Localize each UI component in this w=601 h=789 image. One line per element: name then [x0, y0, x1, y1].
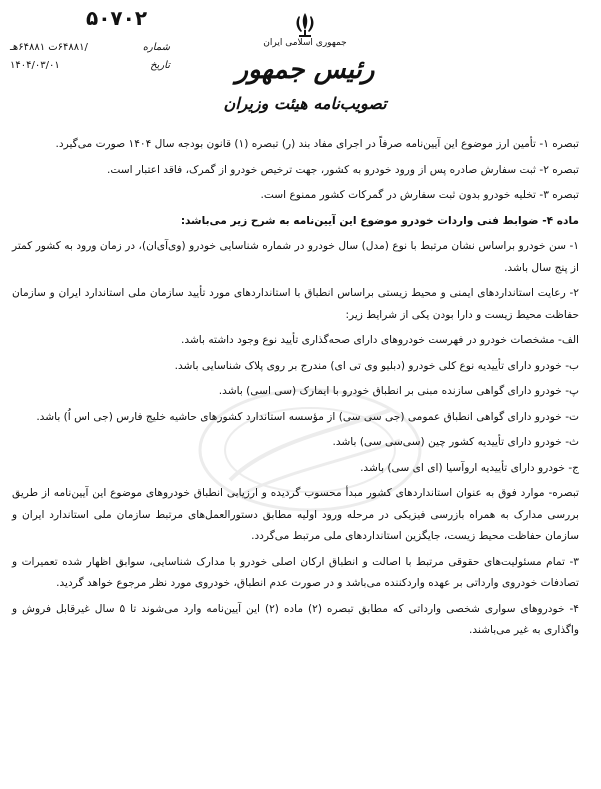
paragraph: ۴- خودروهای سواری شخصی وارداتی که مطابق تبصره (۲) ماده (۲) این آیین‌نامه وارد می‌شوند تا ۵ سال غیرقابل فروش و واگذاری به غیر می‌باشند.	[12, 602, 579, 636]
paragraph: ۲- رعایت استانداردهای ایمنی و محیط زیستی براساس انطباق با استانداردهای مورد تأیید سازمان ملی استاندارد ایران و سازمان حفاظت محیط زیست و دارا بودن یکی از شرایط زیر:	[12, 287, 579, 321]
document-meta	[10, 38, 170, 74]
paragraph: پ- خودرو دارای گواهی سازنده مبنی بر انطباق خودرو با ایمارک (سی اسی) باشد.	[218, 385, 579, 397]
paragraph: ماده ۴- ضوابط فنی واردات خودرو موضوع این آیین‌نامه به شرح زیر می‌باشد:	[180, 214, 579, 227]
decree-body	[12, 134, 579, 646]
number-value: /۶۴۸۸۱ت ۶۴۸۸۱هـ	[10, 41, 88, 53]
paragraph: الف- مشخصات خودرو در فهرست خودروهای دارای صحه‌گذاری تأیید نوع وجود داشته باشد.	[180, 334, 579, 346]
paragraph: تبصره ۲- ثبت سفارش صادره پس از ورود خودرو به کشور، جهت ترخیص خودرو از گمرک، فاقد اعتبار است.	[106, 163, 579, 176]
paragraph: ۳- تمام مسئولیت‌های حقوقی مرتبط با اصالت و انطباق ارکان اصلی خودرو با مدارک شناسایی، سوابق اظهار شده تعمیرات و تصادفات خودروی وارداتی بر عهده واردکننده می‌باشد و در صورت عدم انطباق، خودروی مورد نظر مرجوع خواهد گردید.	[12, 555, 579, 589]
number-label: شماره	[142, 41, 170, 53]
paragraph: ت- خودرو دارای گواهی انطباق عمومی (جی سی سی) از مؤسسه استاندارد کشورهای حاشیه خلیج فارس (جی اس اُ) باشد.	[36, 410, 579, 423]
paragraph: تبصره- موارد فوق به عنوان استانداردهای کشور مبدأ محسوب گردیده و ارزیابی انطباق خودروهای موضوع این آیین‌نامه از طریق بررسی مدارک به همراه بازرسی فیزیکی در مرحله ورود اولیه مطابق دستورالعمل‌های مرتبط سازمان ملی استاندارد ایران و سازمان حفاظت محیط زیست، جایگزین استانداردهای ملی مرتبط می‌گردد.	[12, 487, 579, 542]
number-row	[10, 38, 170, 56]
paragraph: ث- خودرو دارای تأییدیه کشور چین (سی‌سی سی) باشد.	[332, 436, 579, 448]
emblem-icon	[290, 10, 320, 40]
date-value: ۱۴۰۴/۰۳/۰۱	[10, 59, 60, 71]
date-row	[10, 56, 170, 74]
paragraph: ج- خودرو دارای تأییدیه اروآسیا (ای ای سی) باشد.	[360, 461, 579, 474]
document-number: ۵۰۷۰۲	[86, 6, 148, 30]
date-label: تاریخ	[150, 59, 170, 71]
president-title: رئیس جمهور	[235, 55, 375, 85]
approval-title: تصویب‌نامه هیئت وزیران	[223, 94, 387, 113]
republic-title: جمهوری اسلامی ایران	[263, 38, 347, 48]
paragraph: ۱- سن خودرو براساس نشان مرتبط با نوع (مدل) سال خودرو در شماره شناسایی خودرو (وی‌آی‌ان)، در زمان ورود به کشور کمتر از پنج سال باشد.	[12, 240, 579, 274]
paragraph: تبصره ۳- تخلیه خودرو بدون ثبت سفارش در گمرکات کشور ممنوع است.	[260, 189, 579, 201]
paragraph: ب- خودرو دارای تأییدیه نوع کلی خودرو (دبلیو وی تی ای) مندرج بر روی پلاک شناسایی باشد.	[174, 359, 579, 372]
paragraph: تبصره ۱- تأمین ارز موضوع این آیین‌نامه صرفاً در اجرای مفاد بند (ر) تبصره (۱) قانون بودجه سال ۱۴۰۴ صورت می‌گیرد.	[55, 138, 579, 150]
